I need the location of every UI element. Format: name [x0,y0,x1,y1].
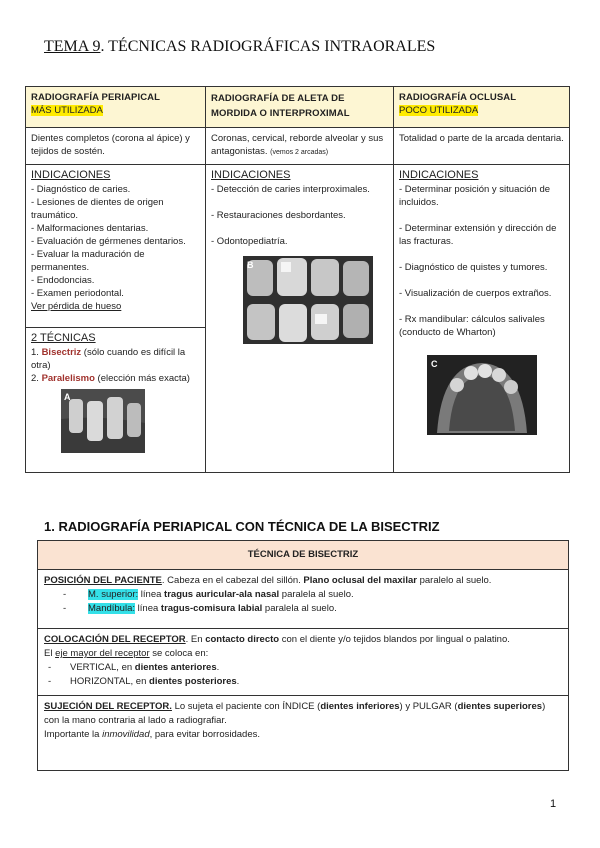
pos-cell: POSICIÓN DEL PACIENTE. Cabeza en el cabezal del sillón. Plano oclusal del maxilar paralelo al suelo. - M. superior: línea tragus auricular-ala nasal paralela al suelo. - Mandíbula: línea tragus-comisura labial paralela al suelo. [38,570,569,629]
table-ind-row [26,165,570,328]
inf-label: Mandíbula: [88,603,136,614]
pos-label: POSICIÓN DEL PACIENTE [44,575,162,586]
suj-label: SUJECIÓN DEL RECEPTOR. [44,701,172,712]
list-item: - Evaluación de gérmenes dentarios. [31,236,186,247]
table-desc-row [26,128,570,165]
radiography-table [25,86,570,473]
col1-tec-title: 2 TÉCNICAS [31,332,96,344]
col3-tag: POCO UTILIZADA [399,105,479,116]
tec1-name: Bisectriz [41,347,82,358]
list-item: - Detección de caries interproximales. [211,184,370,195]
list-item: Ver pérdida de hueso [31,301,122,312]
col2-header-cell [206,87,394,128]
tec2-line: 2. Paralelismo (elección más exacta) [31,373,190,384]
col2-desc-small: (vemos 2 arcadas) [270,149,329,156]
bisectriz-table [37,540,569,771]
sup-label: M. superior: [88,589,139,600]
list-item: - Visualización de cuerpos extraños. [399,288,552,299]
tec1-line: 1. Bisectriz (sólo cuando es difícil la otra) [31,347,186,371]
list-item: - Determinar extensión y dirección de las fracturas. [399,223,557,247]
section1-title: 1. RADIOGRAFÍA PERIAPICAL CON TÉCNICA DE LA BISECTRIZ [44,519,440,534]
page-number: 1 [550,798,557,810]
col2-desc: Coronas, cervical, reborde alveolar y sus antagonistas. [211,133,384,157]
col3-header: RADIOGRAFÍA OCLUSAL [399,92,517,103]
list-item: - Evaluar la maduración de permanentes. [31,249,145,273]
image-label-c: C [431,359,438,369]
title-rest: . TÉCNICAS RADIOGRÁFICAS INTRAORALES [100,38,436,55]
col1-tec-cell [26,328,206,473]
col3-ind-cell [394,165,570,473]
col3-ind-title: INDICACIONES [399,169,479,181]
bisectriz-header: TÉCNICA DE BISECTRIZ [38,541,569,570]
title-prefix: TEMA 9 [44,38,101,55]
col3-header-cell [394,87,570,128]
list-item: - Odontopediatría. [211,236,288,247]
occlusal-xray-image [427,355,537,435]
list-item: - Diagnóstico de quistes y tumores. [399,262,548,273]
col2-ind-cell [206,165,394,473]
list-item: - Malformaciones dentarias. [31,223,149,234]
col2-desc-cell [206,128,394,165]
col1-ind-cell [26,165,206,328]
tec2-name: Paralelismo [41,373,95,384]
col2-ind-title: INDICACIONES [211,169,291,181]
col1-header: RADIOGRAFÍA PERIAPICAL [31,92,161,103]
col2-header: RADIOGRAFÍA DE ALETA DE MORDIDA O INTERPROXIMAL [211,93,350,119]
image-label-b: B [247,260,254,270]
list-item: - Determinar posición y situación de incluidos. [399,184,551,208]
rec-cell: COLOCACIÓN DEL RECEPTOR. En contacto directo con el diente y/o tejidos blandos por lingual o palatino. El eje mayor del receptor se coloca en: - VERTICAL, en dientes anteriores. - HORIZONTAL, en dientes posteriores. [38,629,569,696]
periapical-xray-image [61,389,145,453]
col1-desc: Dientes completos (corona al ápice) y tejidos de sostén. [26,128,206,165]
image-label-a: A [64,392,71,402]
list-item: - Restauraciones desbordantes. [211,210,346,221]
list-item: - Lesiones de dientes de origen traumático. [31,197,164,221]
rec-label: COLOCACIÓN DEL RECEPTOR [44,634,186,645]
list-item: - Diagnóstico de caries. [31,184,131,195]
col1-ind-title: INDICACIONES [31,169,111,181]
col1-header-cell [26,87,206,128]
suj-cell: SUJECIÓN DEL RECEPTOR. Lo sujeta el paciente con ÍNDICE (dientes inferiores) y PULGAR (dientes superiores) con la mano contraria al lado a radiografiar. Importante la inmovilidad, para evitar borrosidades. [38,696,569,771]
list-item: - Rx mandibular: cálculos salivales (conducto de Wharton) [399,314,545,338]
table-header-row [26,87,570,128]
list-item: - Examen periodontal. [31,288,124,299]
list-item: - Endodoncias. [31,275,95,286]
col3-desc: Totalidad o parte de la arcada dentaria. [394,128,570,165]
bitewing-xray-image [243,256,373,344]
col1-tag: MÁS UTILIZADA [31,105,103,116]
page-title [44,38,435,56]
